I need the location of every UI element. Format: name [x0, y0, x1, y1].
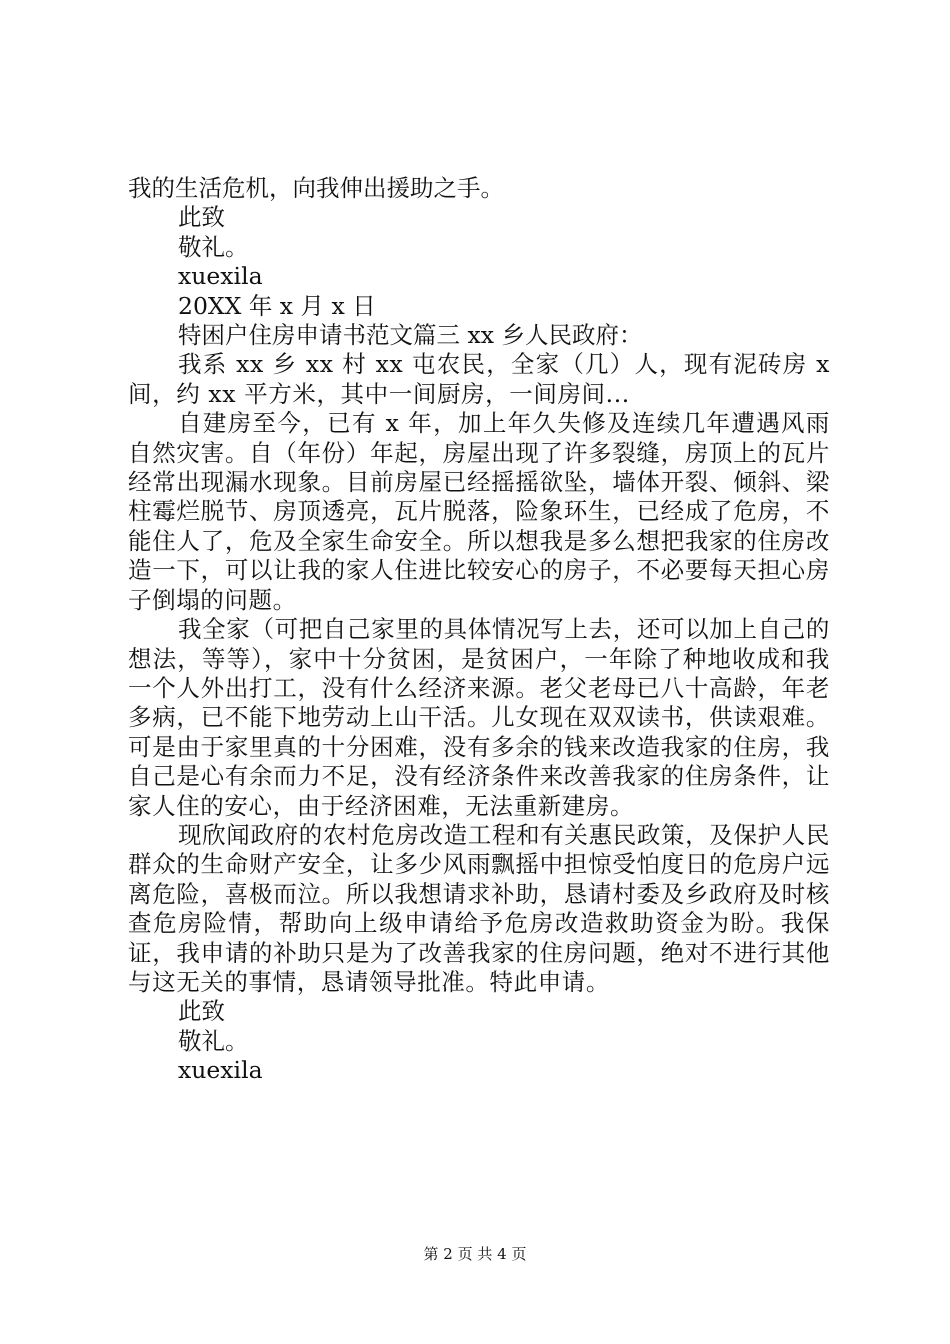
- body-paragraph: 我全家（可把自己家里的具体情况写上去，还可以加上自己的想法，等等），家中十分贫困，是贫困户，一年除了种地收成和我一个人外出打工，没有什么经济来源。老父老母已八十高龄，年老多病，已不能下地劳动上山干活。儿女现在双双读书，供读艰难。可是由于家里真的十分困难，没有多余的钱来改造我家的住房，我自己是心有余而力不足，没有经济条件来改善我家的住房条件，让家人住的安心，由于经济困难，无法重新建房。: [128, 615, 830, 820]
- signature-name: xuexila: [178, 262, 263, 291]
- text-line: 我的生活危机，向我伸出援助之手。: [128, 174, 504, 202]
- section-heading: 特困户住房申请书范文篇三 xx 乡人民政府：: [178, 321, 643, 350]
- body-paragraph: 我系 xx 乡 xx 村 xx 屯农民，全家（几）人，现有泥砖房 x 间，约 xx 平方米，其中一间厨房，一间房间...: [128, 350, 830, 408]
- closing-signature: xuexila: [178, 1056, 263, 1085]
- body-paragraph: 现欣闻政府的农村危房改造工程和有关惠民政策，及保护人民群众的生命财产安全，让多少风雨飘摇中担惊受怕度日的危房户远离危险，喜极而泣。所以我想请求补助，恳请村委及乡政府及时核查危房险情，帮助向上级申请给予危房改造救助资金为盼。我保证，我申请的补助只是为了改善我家的住房问题，绝对不进行其他与这无关的事情，恳请领导批准。特此申请。: [128, 820, 830, 996]
- salutation-line: 此致: [178, 203, 225, 232]
- closing-regards: 敬礼。: [178, 1026, 249, 1055]
- body-paragraph: 自建房至今，已有 x 年，加上年久失修及连续几年遭遇风雨自然灾害。自（年份）年起，房屋出现了许多裂缝，房顶上的瓦片经常出现漏水现象。目前房屋已经摇摇欲坠，墙体开裂、倾斜、梁柱霉烂脱节、房顶透亮，瓦片脱落，险象环生，已经成了危房，不能住人了，危及全家生命安全。所以想我是多么想把我家的住房改造一下，可以让我的家人住进比较安心的房子，不必要每天担心房子倒塌的问题。: [128, 409, 830, 614]
- page-footer: 第 2 页 共 4 页: [423, 1245, 527, 1263]
- closing-salutation: 此致: [178, 997, 225, 1026]
- signature-date: 20XX 年 x 月 x 日: [178, 291, 376, 320]
- document-body: [128, 174, 830, 1086]
- regards-line: 敬礼。: [178, 232, 249, 261]
